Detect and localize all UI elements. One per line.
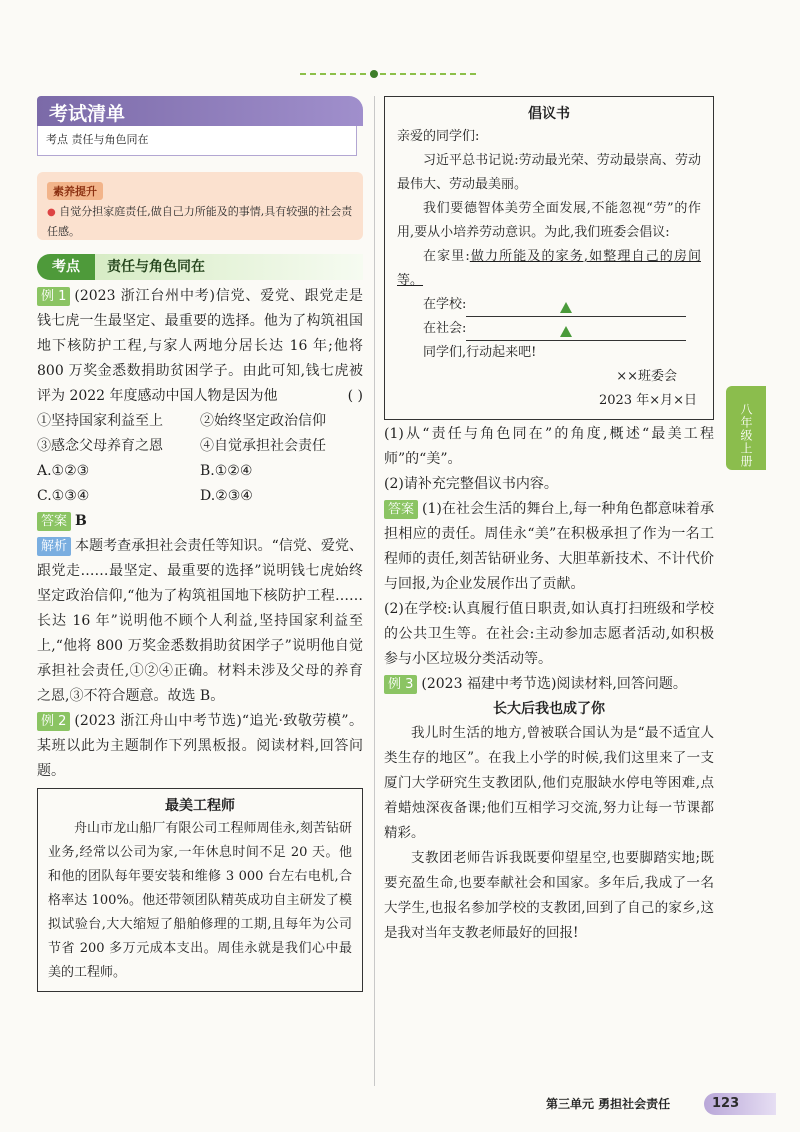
example1-text: (2023 浙江台州中考)信党、爱党、跟党走是钱七虎一生最坚定、最重要的选择。他为了构筑祖国地下核防护工程,与家人两地分居长达 16 年;他将 800 万奖金悉数捐助贫困学子。由此可知,钱七虎被评为 2022 年度感动中国人物是因为他 [37, 288, 363, 404]
example3-text: (2023 福建中考节选)阅读材料,回答问题。 [421, 676, 687, 692]
choice-c: C.①③④ [37, 488, 90, 504]
option-1: ①坚持国家利益至上 [37, 413, 163, 429]
example3-label: 例 3 [384, 675, 417, 694]
school-label: 在学校: [423, 297, 467, 312]
proposal-title: 倡议书 [528, 106, 570, 122]
grade-side-tab: 八年级上册 [726, 386, 766, 470]
exam-list-panel [37, 96, 363, 160]
answer-label: 答案 [37, 512, 71, 531]
answer-1-text: (1)在社会生活的舞台上,每一种角色都意味着承担相应的责任。周佳永“美”在积极承担了作为一名工程师的责任,刻苦钻研业务、大胆革新技术、不计代价与回报,为企业发展作出了贡献。 [384, 501, 714, 592]
question-2: (2)请补充完整倡议书内容。 [384, 476, 558, 492]
proposal-para1: 习近平总书记说:劳动最光荣、劳动最崇高、劳动最伟大、劳动最美丽。 [397, 153, 701, 192]
analysis-text: 本题考查承担社会责任等知识。“信党、爱党、跟党走……最坚定、最重要的选择”说明钱七虎始终坚定政治信仰,“他为了构筑祖国地下核防护工程……长达 16 年”说明他不顾个人利益,坚持国家利益至上,“他将 800 万奖金悉数捐助贫困学子”说明他自觉承担社会责任,①②④正确。材料未涉及父母的养育之恩,③不符合题意。故选 B。 [37, 538, 363, 704]
topic-bar [37, 254, 363, 280]
proposal-date: 2023 年×月×日 [598, 393, 697, 408]
page-number: 123 [704, 1093, 776, 1115]
literacy-text [47, 202, 353, 241]
engineer-title: 最美工程师 [165, 798, 235, 814]
example3-para1: 我儿时生活的地方,曾被联合国认为是“最不适宜人类生存的地区”。在我上小学的时候,我们这里来了一支厦门大学研究生支教团队,他们克服缺水停电等困难,点着蜡烛深夜备课;他们互相学习交流,努力让每一节课都精彩。 [384, 725, 714, 841]
answer-block-2: (2)在学校:认真履行值日职责,如认真打扫班级和学校的公共卫生等。在社会:主动参加志愿者活动,如积极参与小区垃圾分类活动等。 [384, 601, 714, 667]
exam-list-header [37, 96, 363, 126]
proposal-closing: 同学们,行动起来吧! [423, 345, 537, 360]
analysis-label: 解析 [37, 537, 71, 556]
top-decoration [300, 70, 480, 78]
literacy-box [37, 172, 363, 240]
society-label: 在社会: [423, 321, 467, 336]
option-4: ④自觉承担社会责任 [200, 438, 326, 454]
option-2: ②始终坚定政治信仰 [200, 413, 326, 429]
proposal-society [397, 317, 701, 341]
question-1: (1)从“责任与角色同在”的角度,概述“最美工程师”的“美”。 [384, 426, 714, 467]
proposal-greeting: 亲爱的同学们: [397, 129, 480, 144]
topic-title: 责任与角色同在 [107, 259, 205, 275]
example1-answer [37, 509, 363, 534]
example2-text: (2023 浙江舟山中考节选)“追光·致敬劳模”。某班以此为主题制作下列黑板报。阅读材料,回答问题。 [37, 713, 363, 779]
example2-label: 例 2 [37, 712, 70, 731]
decoration-dot [370, 70, 378, 78]
home-prefix: 在家里: [423, 249, 470, 264]
home-text: 做力所能及的家务,如整理自己的房间等。 [397, 249, 701, 288]
exam-list-title: 考试清单 [49, 103, 126, 125]
choice-a: A.①②③ [37, 463, 90, 479]
proposal-home [397, 245, 701, 293]
page-footer [546, 1093, 776, 1115]
bullet-icon: ● [47, 207, 56, 218]
example3-para2: 支教团老师告诉我既要仰望星空,也要脚踏实地;既要充盈生命,也要奉献社会和国家。多年后,我成了一名大学生,也报名参加学校的支教团,回到了自己的家乡,这是我对当年支教老师最好的回报! [384, 850, 714, 941]
engineer-box [37, 788, 363, 992]
left-column [37, 96, 363, 992]
example1-question [37, 284, 363, 409]
right-column [384, 96, 714, 946]
choice-d: D.②③④ [200, 488, 253, 504]
column-divider [374, 96, 375, 1086]
proposal-para2: 我们要德智体美劳全面发展,不能忽视“劳”的作用,要从小培养劳动意识。为此,我们班委会倡议: [397, 201, 701, 240]
society-blank [466, 323, 686, 341]
answer-block-label: 答案 [384, 500, 418, 519]
proposal-signature: ××班委会 [616, 369, 677, 384]
footer-unit: 第三单元 勇担社会责任 [546, 1097, 671, 1111]
engineer-text: 舟山市龙山船厂有限公司工程师周佳永,刻苦钻研业务,经常以公司为家,一年休息时间不足 20 天。他和他的团队每年要安装和维修 3 000 台左右电机,合格率达 100%。他还带领团队精英成功自主研发了模拟试验台,大大缩短了船舶修理的工期,且每年为公司节省 200 多万元成本支出。周佳永就是我们心中最美的工程师。 [48, 821, 352, 980]
exam-list-item: 考点 责任与角色同在 [37, 126, 357, 156]
answer-value: B [75, 513, 87, 529]
answer-block-1 [384, 497, 714, 597]
proposal-box [384, 96, 714, 420]
proposal-school [397, 293, 701, 317]
example3-question [384, 672, 714, 697]
choice-b: B.①②④ [200, 463, 253, 479]
answer-paren: ( ) [347, 388, 363, 404]
example1-options [37, 409, 363, 509]
dashed-line [300, 73, 476, 75]
triangle-icon [560, 326, 572, 337]
literacy-tag: 素养提升 [47, 182, 103, 200]
example2-question [37, 709, 363, 784]
example3-title: 长大后我也成了你 [493, 701, 605, 717]
triangle-icon [560, 302, 572, 313]
option-3: ③感念父母养育之恩 [37, 438, 163, 454]
school-blank [466, 299, 686, 317]
topic-pill: 考点 [37, 254, 95, 280]
example1-analysis [37, 534, 363, 709]
example1-label: 例 1 [37, 287, 70, 306]
literacy-content: 自觉分担家庭责任,做自己力所能及的事情,具有较强的社会责任感。 [47, 205, 353, 238]
